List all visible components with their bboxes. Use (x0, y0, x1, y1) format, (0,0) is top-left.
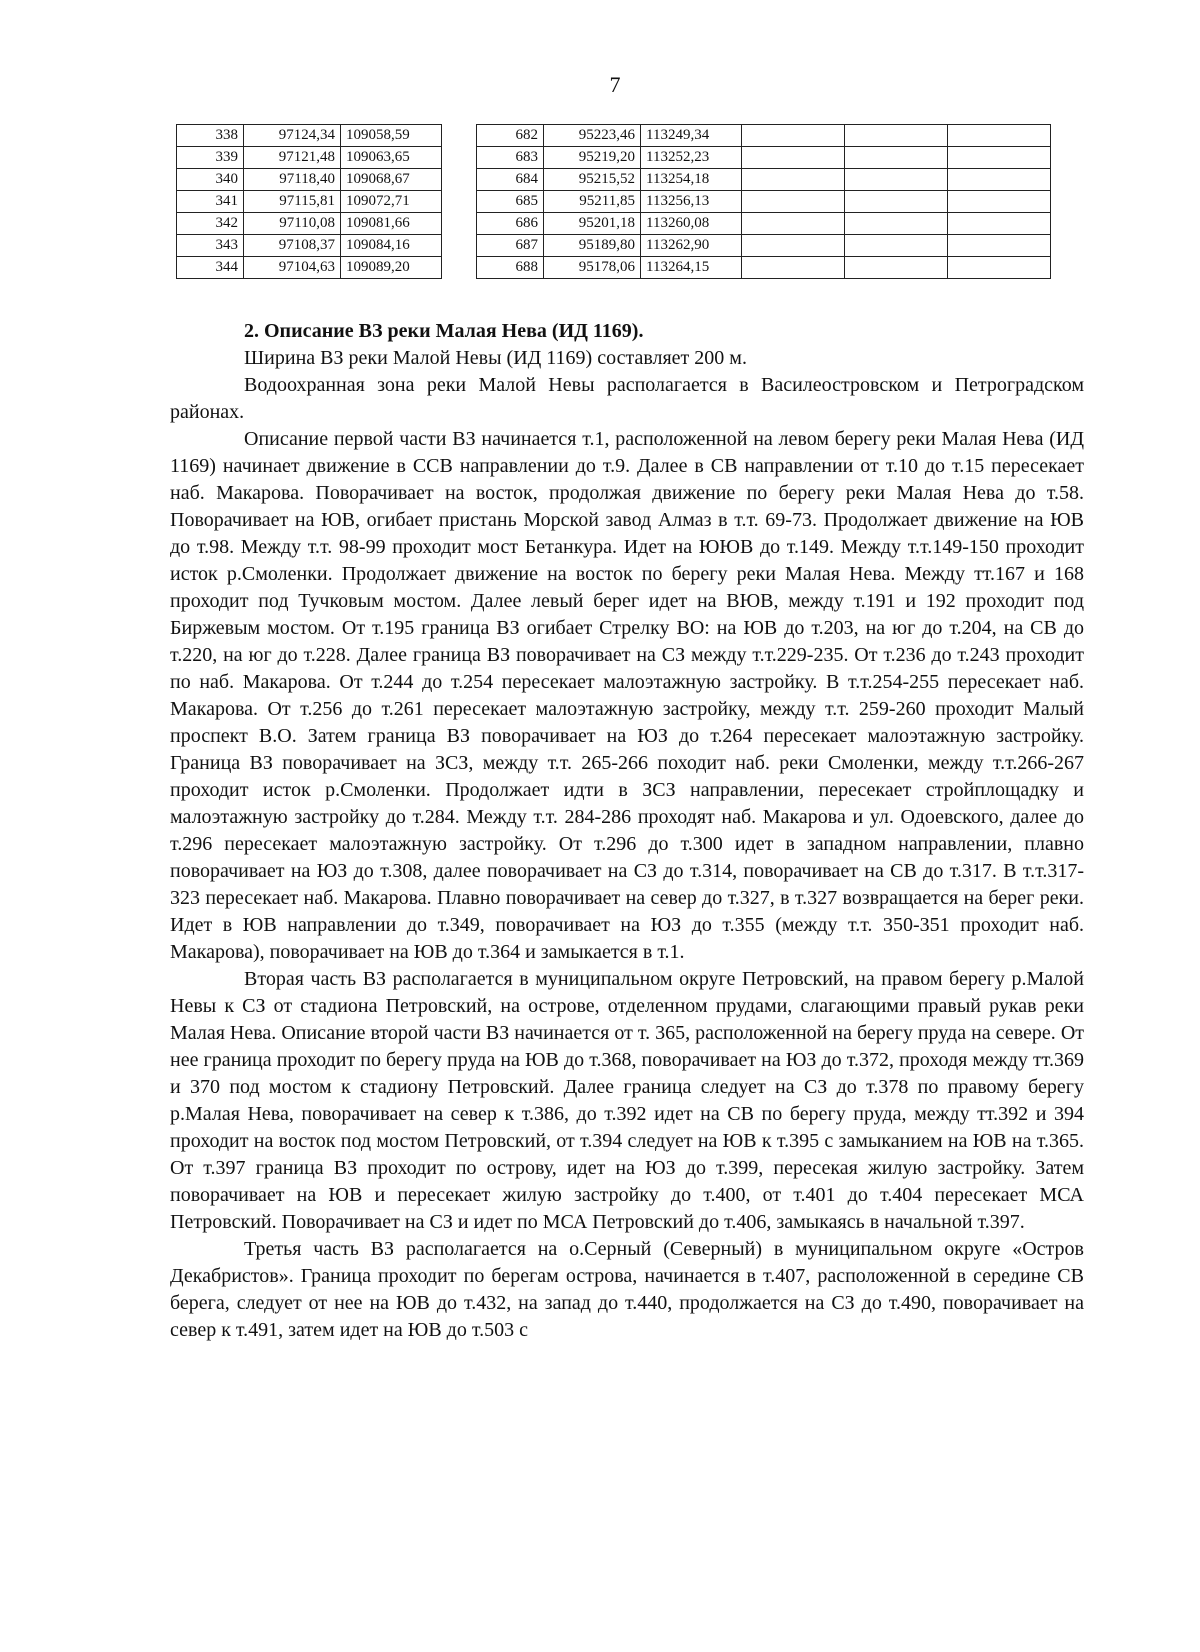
y-coordinate-cell: 113264,15 (641, 257, 742, 279)
empty-cell (948, 213, 1051, 235)
empty-cell (948, 235, 1051, 257)
point-number-cell: 341 (177, 191, 244, 213)
empty-cell (845, 147, 948, 169)
empty-cell (948, 191, 1051, 213)
empty-cell (948, 257, 1051, 279)
y-coordinate-cell: 109089,20 (341, 257, 442, 279)
point-number-cell: 684 (477, 169, 544, 191)
empty-cell (845, 213, 948, 235)
table-row (177, 125, 1051, 147)
empty-cell (845, 191, 948, 213)
y-coordinate-cell: 113256,13 (641, 191, 742, 213)
x-coordinate-cell: 95211,85 (544, 191, 641, 213)
part-two-description: Вторая часть ВЗ располагается в муниципальном округе Петровский, на правом берегу р.Малой Невы к СЗ от стадиона Петровский, на острове, отделенном прудами, слагающими правый рукав реки Малая Нева. Описание второй части ВЗ начинается от т. 365, расположенной на берегу пруда на севере. От нее граница проходит по берегу пруда на ЮВ до т.368, поворачивает на ЮЗ до т.372, проходя между тт.369 и 370 под мостом к стадиону Петровский. Далее граница следует на СЗ до т.378 по правому берегу р.Малая Нева, поворачивает на север к т.386, до т.392 идет на СВ по берегу пруда, между тт.392 и 394 проходит на восток под мостом Петровский, от т.394 следует на ЮВ к т.395 с замыканием на ЮВ на т.365. От т.397 граница ВЗ проходит по острову, идет на ЮЗ до т.399, пересекая жилую застройку. Затем поворачивает на ЮВ и пересекает жилую застройку до т.400, от т.401 до т.404 пересекает МСА Петровский. Поворачивает на СЗ и идет по МСА Петровский до т.406, замыкаясь в начальной т.397. (170, 968, 1084, 1233)
part-three-description: Третья часть ВЗ располагается на о.Серный (Северный) в муниципальном округе «Остров Декабристов». Граница проходит по берегам острова, начинается в т.407, расположенной в середине СВ берега, следует от нее на ЮВ до т.432, на запад до т.440, продолжается на СЗ до т.490, поворачивает на север к т.491, затем идет на ЮВ до т.503 с (170, 1238, 1084, 1341)
y-coordinate-cell: 113249,34 (641, 125, 742, 147)
x-coordinate-cell: 97110,08 (244, 213, 341, 235)
y-coordinate-cell: 109068,67 (341, 169, 442, 191)
x-coordinate-cell: 97115,81 (244, 191, 341, 213)
point-number-cell: 339 (177, 147, 244, 169)
table-row (177, 213, 1051, 235)
x-coordinate-cell: 97124,34 (244, 125, 341, 147)
table-row (177, 169, 1051, 191)
column-gap (442, 257, 477, 279)
empty-cell (948, 147, 1051, 169)
x-coordinate-cell: 95201,18 (544, 213, 641, 235)
point-number-cell: 342 (177, 213, 244, 235)
empty-cell (948, 169, 1051, 191)
x-coordinate-cell: 97104,63 (244, 257, 341, 279)
y-coordinate-cell: 109081,66 (341, 213, 442, 235)
y-coordinate-cell: 109084,16 (341, 235, 442, 257)
empty-cell (948, 125, 1051, 147)
y-coordinate-cell: 109058,59 (341, 125, 442, 147)
empty-cell (742, 169, 845, 191)
x-coordinate-cell: 97108,37 (244, 235, 341, 257)
empty-cell (845, 125, 948, 147)
zone-width-paragraph: Ширина ВЗ реки Малой Невы (ИД 1169) составляет 200 м. (244, 347, 747, 369)
point-number-cell: 682 (477, 125, 544, 147)
empty-cell (742, 191, 845, 213)
point-number-cell: 683 (477, 147, 544, 169)
y-coordinate-cell: 109072,71 (341, 191, 442, 213)
column-gap (442, 213, 477, 235)
empty-cell (845, 169, 948, 191)
point-number-cell: 685 (477, 191, 544, 213)
table-row (177, 257, 1051, 279)
coordinates-table (176, 124, 1051, 279)
y-coordinate-cell: 113254,18 (641, 169, 742, 191)
x-coordinate-cell: 95219,20 (544, 147, 641, 169)
column-gap (442, 235, 477, 257)
point-number-cell: 344 (177, 257, 244, 279)
empty-cell (742, 213, 845, 235)
part-one-description: Описание первой части ВЗ начинается т.1, расположенной на левом берегу реки Малая Нева (ИД 1169) начинает движение в ССВ направлении до т.9. Далее в СВ направлении от т.10 до т.15 пересекает наб. Макарова. Поворачивает на восток, продолжая движение по берегу реки Малая Нева до т.58. Поворачивает на ЮВ, огибает пристань Морской завод Алмаз в т.т. 69-73. Продолжает движение на ЮВ до т.98. Между т.т. 98-99 проходит мост Бетанкура. Идет на ЮЮВ до т.149. Между т.т.149-150 проходит исток р.Смоленки. Продолжает движение на восток по берегу реки Малая Нева. Между тт.167 и 168 проходит под Тучковым мостом. Далее левый берег идет на ВЮВ, между т.191 и 192 проходит под Биржевым мостом. От т.195 граница ВЗ огибает Стрелку ВО: на ЮВ до т.203, на юг до т.204, на СВ до т.220, на юг до т.228. Далее граница ВЗ поворачивает на СЗ между т.т.229-235. От т.236 до т.243 проходит по наб. Макарова. От т.244 до т.254 пересекает малоэтажную застройку. В т.т.254-255 пересекает наб. Макарова. От т.256 до т.261 пересекает малоэтажную застройку, между т.т. 259-260 проходит Малый проспект В.О. Затем граница ВЗ поворачивает на ЮЗ до т.264 пересекает малоэтажную застройку. Граница ВЗ поворачивает на ЗСЗ, между т.т. 265-266 походит наб. реки Смоленки, между т.т.266-267 проходит исток р.Смоленки. Продолжает идти в ЗСЗ направлении, пересекает стройплощадку и малоэтажную застройку до т.284. Между т.т. 284-286 проходят наб. Макарова и ул. Одоевского, далее до т.296 пересекает малоэтажную застройку. От т.296 до т.300 идет в западном направлении, плавно поворачивает на ЮЗ до т.308, далее поворачивает на СЗ до т.314, поворачивает на СВ до т.317. В т.т.317-323 пересекает наб. Макарова. Плавно поворачивает на север до т.327, в т.327 возвращается на берег реки. Идет в ЮВ направлении до т.349, поворачивает на ЮЗ до т.355 (между т.т. 350-351 проходит наб. Макарова), поворачивает на ЮВ до т.364 и замыкается в т.1. (170, 428, 1084, 963)
point-number-cell: 686 (477, 213, 544, 235)
x-coordinate-cell: 95223,46 (544, 125, 641, 147)
page-number: 7 (609, 72, 621, 97)
point-number-cell: 340 (177, 169, 244, 191)
column-gap (442, 191, 477, 213)
y-coordinate-cell: 113262,90 (641, 235, 742, 257)
document-body (170, 318, 1084, 1344)
column-gap (442, 125, 477, 147)
x-coordinate-cell: 95215,52 (544, 169, 641, 191)
point-number-cell: 687 (477, 235, 544, 257)
point-number-cell: 688 (477, 257, 544, 279)
x-coordinate-cell: 97118,40 (244, 169, 341, 191)
zone-location-paragraph: Водоохранная зона реки Малой Невы располагается в Василеостровском и Петроградском районах. (170, 374, 1084, 423)
section-heading: 2. Описание ВЗ реки Малая Нева (ИД 1169). (244, 320, 644, 342)
column-gap (442, 169, 477, 191)
y-coordinate-cell: 109063,65 (341, 147, 442, 169)
table-row (177, 147, 1051, 169)
x-coordinate-cell: 95178,06 (544, 257, 641, 279)
empty-cell (742, 125, 845, 147)
x-coordinate-cell: 95189,80 (544, 235, 641, 257)
empty-cell (742, 257, 845, 279)
x-coordinate-cell: 97121,48 (244, 147, 341, 169)
point-number-cell: 338 (177, 125, 244, 147)
empty-cell (845, 257, 948, 279)
empty-cell (742, 147, 845, 169)
empty-cell (845, 235, 948, 257)
column-gap (442, 147, 477, 169)
y-coordinate-cell: 113260,08 (641, 213, 742, 235)
table-row (177, 191, 1051, 213)
point-number-cell: 343 (177, 235, 244, 257)
empty-cell (742, 235, 845, 257)
table-row (177, 235, 1051, 257)
y-coordinate-cell: 113252,23 (641, 147, 742, 169)
